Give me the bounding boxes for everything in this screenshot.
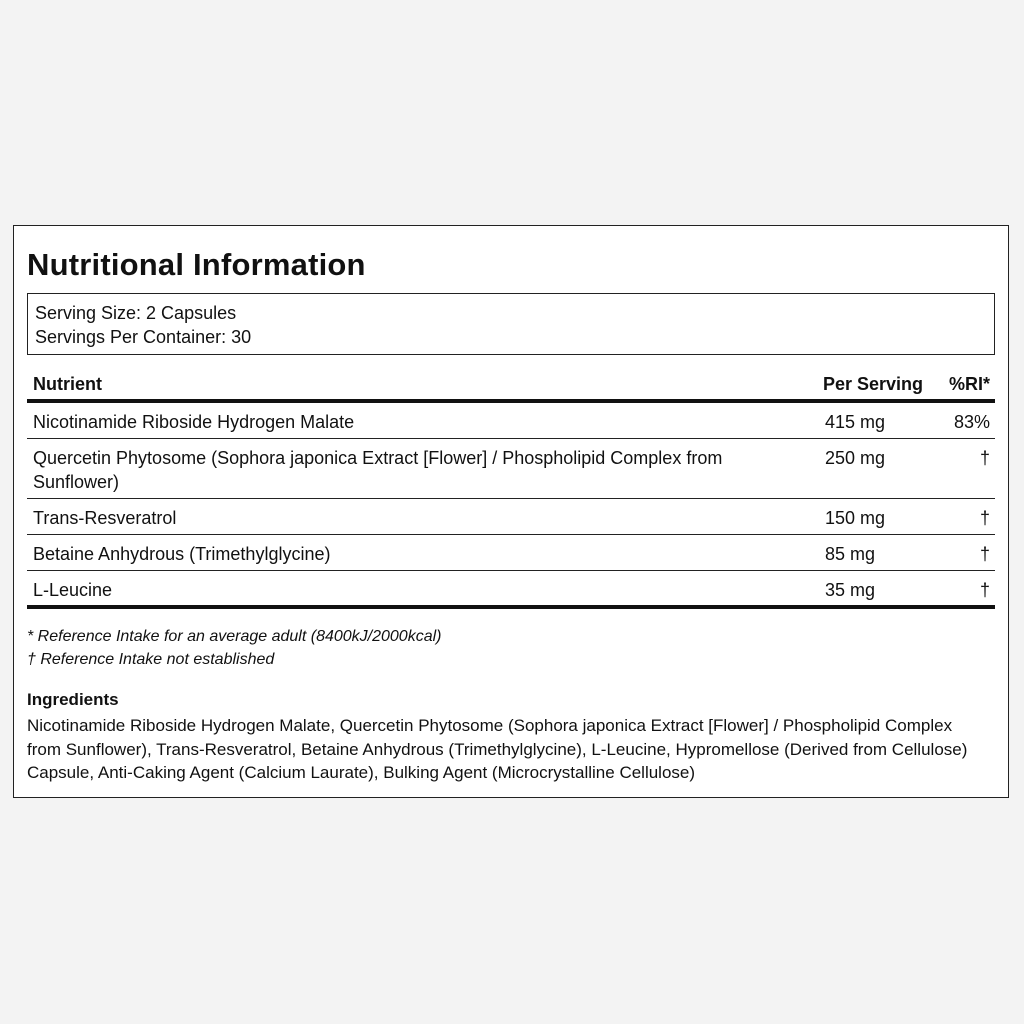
- nutrient-ri: †: [979, 508, 990, 528]
- nutrient-table: [27, 369, 995, 609]
- nutrient-amount: 250 mg: [825, 448, 886, 468]
- table-row: [27, 535, 995, 571]
- nutrient-name: L-Leucine: [33, 580, 113, 600]
- ingredients-heading: Ingredients: [27, 690, 119, 709]
- page-title: Nutritional Information: [27, 247, 366, 282]
- nutrient-name: Nicotinamide Riboside Hydrogen Malate: [33, 412, 355, 432]
- nutrition-panel: [13, 225, 1009, 798]
- serving-size: Serving Size: 2 Capsules: [35, 303, 237, 323]
- nutrient-amount: 35 mg: [825, 580, 876, 600]
- table-row: [27, 403, 995, 439]
- table-row: [27, 439, 995, 499]
- table-row: [27, 499, 995, 535]
- nutrient-amount: 150 mg: [825, 508, 886, 528]
- nutrient-ri: †: [979, 544, 990, 564]
- nutrient-ri: †: [979, 448, 990, 468]
- footnote-not-established: † Reference Intake not established: [27, 651, 275, 668]
- nutrient-ri: †: [979, 580, 990, 600]
- header-per-serving: Per Serving: [823, 373, 924, 394]
- footnotes: [27, 625, 995, 671]
- header-ri: %RI*: [948, 373, 990, 394]
- table-row: [27, 571, 995, 609]
- nutrient-amount: 85 mg: [825, 544, 876, 564]
- serving-info-box: [27, 293, 995, 355]
- footnote-ri: * Reference Intake for an average adult (8400kJ/2000kcal): [27, 628, 442, 645]
- nutrient-name: Trans-Resveratrol: [33, 508, 177, 528]
- nutrient-amount: 415 mg: [825, 412, 886, 432]
- ingredients-text: Nicotinamide Riboside Hydrogen Malate, Quercetin Phytosome (Sophora japonica Extract [Flower] / Phospholipid Complex from Sunflower), Trans-Resveratrol, Betaine Anhydrous (Trimethylglycine), L-Leucine, Hypromellose (Derived from Cellulose) Capsule, Anti-Caking Agent (Calcium Laurate), Bulking Agent (Microcrystalline Cellulose): [27, 716, 968, 782]
- nutrient-ri: 83%: [953, 412, 990, 432]
- header-nutrient: Nutrient: [33, 373, 102, 394]
- nutrient-name: Quercetin Phytosome (Sophora japonica Extract [Flower] / Phospholipid Complex from Sunflower): [33, 448, 723, 492]
- table-header: [27, 369, 995, 403]
- nutrient-name: Betaine Anhydrous (Trimethylglycine): [33, 544, 331, 564]
- servings-per-container: Servings Per Container: 30: [35, 327, 252, 347]
